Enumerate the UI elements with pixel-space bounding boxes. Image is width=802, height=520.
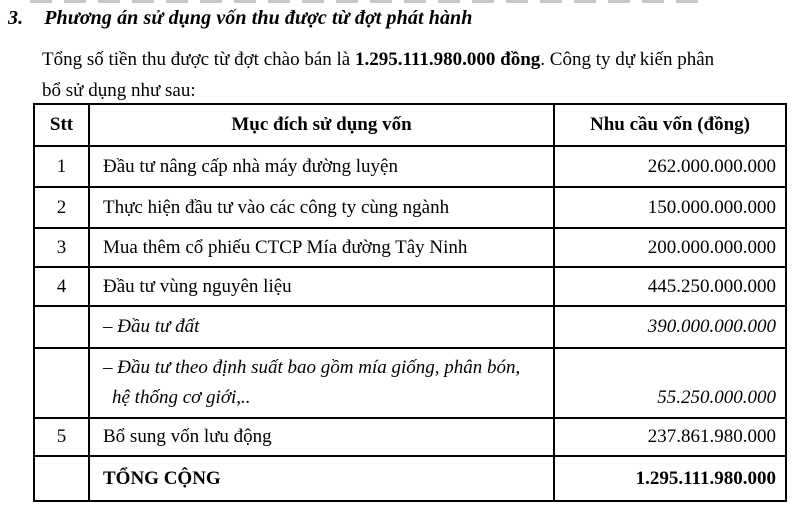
row-stt: 3 xyxy=(34,228,89,267)
row-amount: 445.250.000.000 xyxy=(554,267,786,306)
intro-text-line2: bổ sử dụng như sau: xyxy=(42,80,196,101)
section-title: Phương án sử dụng vốn thu được từ đợt phát hành xyxy=(44,7,473,29)
row-amount: 237.861.980.000 xyxy=(554,418,786,456)
row-purpose: Thực hiện đầu tư vào các công ty cùng ngành xyxy=(89,187,554,228)
scan-artifact-top xyxy=(30,0,710,3)
table-row xyxy=(34,418,786,456)
row-stt: 4 xyxy=(34,267,89,306)
intro-total-amount: 1.295.111.980.000 đồng xyxy=(354,49,541,70)
row-purpose xyxy=(89,348,554,418)
section-number: 3. xyxy=(8,7,24,29)
table-row xyxy=(34,267,786,306)
row-amount: 200.000.000.000 xyxy=(554,228,786,267)
section-heading xyxy=(8,7,473,30)
table-row xyxy=(34,228,786,267)
row-purpose: – Đầu tư đất xyxy=(89,306,554,348)
header-cell-purpose: Mục đích sử dụng vốn xyxy=(89,104,554,146)
fund-usage-table xyxy=(33,103,787,502)
table-subrow-quota xyxy=(34,348,786,418)
row-amount: 262.000.000.000 xyxy=(554,146,786,187)
row-purpose: Bổ sung vốn lưu động xyxy=(89,418,554,456)
row-stt xyxy=(34,456,89,501)
row-stt: 2 xyxy=(34,187,89,228)
intro-text-before: Tổng số tiền thu được từ đợt chào bán là xyxy=(42,49,355,70)
row-purpose: TỔNG CỘNG xyxy=(89,456,554,501)
row-amount: 390.000.000.000 xyxy=(554,306,786,348)
intro-paragraph xyxy=(42,44,790,106)
table-row xyxy=(34,187,786,228)
row-amount: 150.000.000.000 xyxy=(554,187,786,228)
intro-text-after: . Công ty dự kiến phân xyxy=(540,49,715,70)
table-total-row xyxy=(34,456,786,501)
row-purpose-line2: hệ thống cơ giới,.. xyxy=(112,387,251,408)
table-row xyxy=(34,146,786,187)
header-cell-amount: Nhu cầu vốn (đồng) xyxy=(554,104,786,146)
row-amount: 1.295.111.980.000 xyxy=(554,456,786,501)
table-subrow-land xyxy=(34,306,786,348)
row-stt: 5 xyxy=(34,418,89,456)
row-stt xyxy=(34,348,89,418)
row-stt xyxy=(34,306,89,348)
row-purpose: Đầu tư nâng cấp nhà máy đường luyện xyxy=(89,146,554,187)
row-purpose: Mua thêm cổ phiếu CTCP Mía đường Tây Ninh xyxy=(89,228,554,267)
header-cell-stt: Stt xyxy=(34,104,89,146)
table-header-row xyxy=(34,104,786,146)
row-amount: 55.250.000.000 xyxy=(554,348,786,418)
row-purpose-line1: – Đầu tư theo định suất bao gồm mía giống, phân bón, xyxy=(103,357,521,378)
row-stt: 1 xyxy=(34,146,89,187)
row-purpose: Đầu tư vùng nguyên liệu xyxy=(89,267,554,306)
